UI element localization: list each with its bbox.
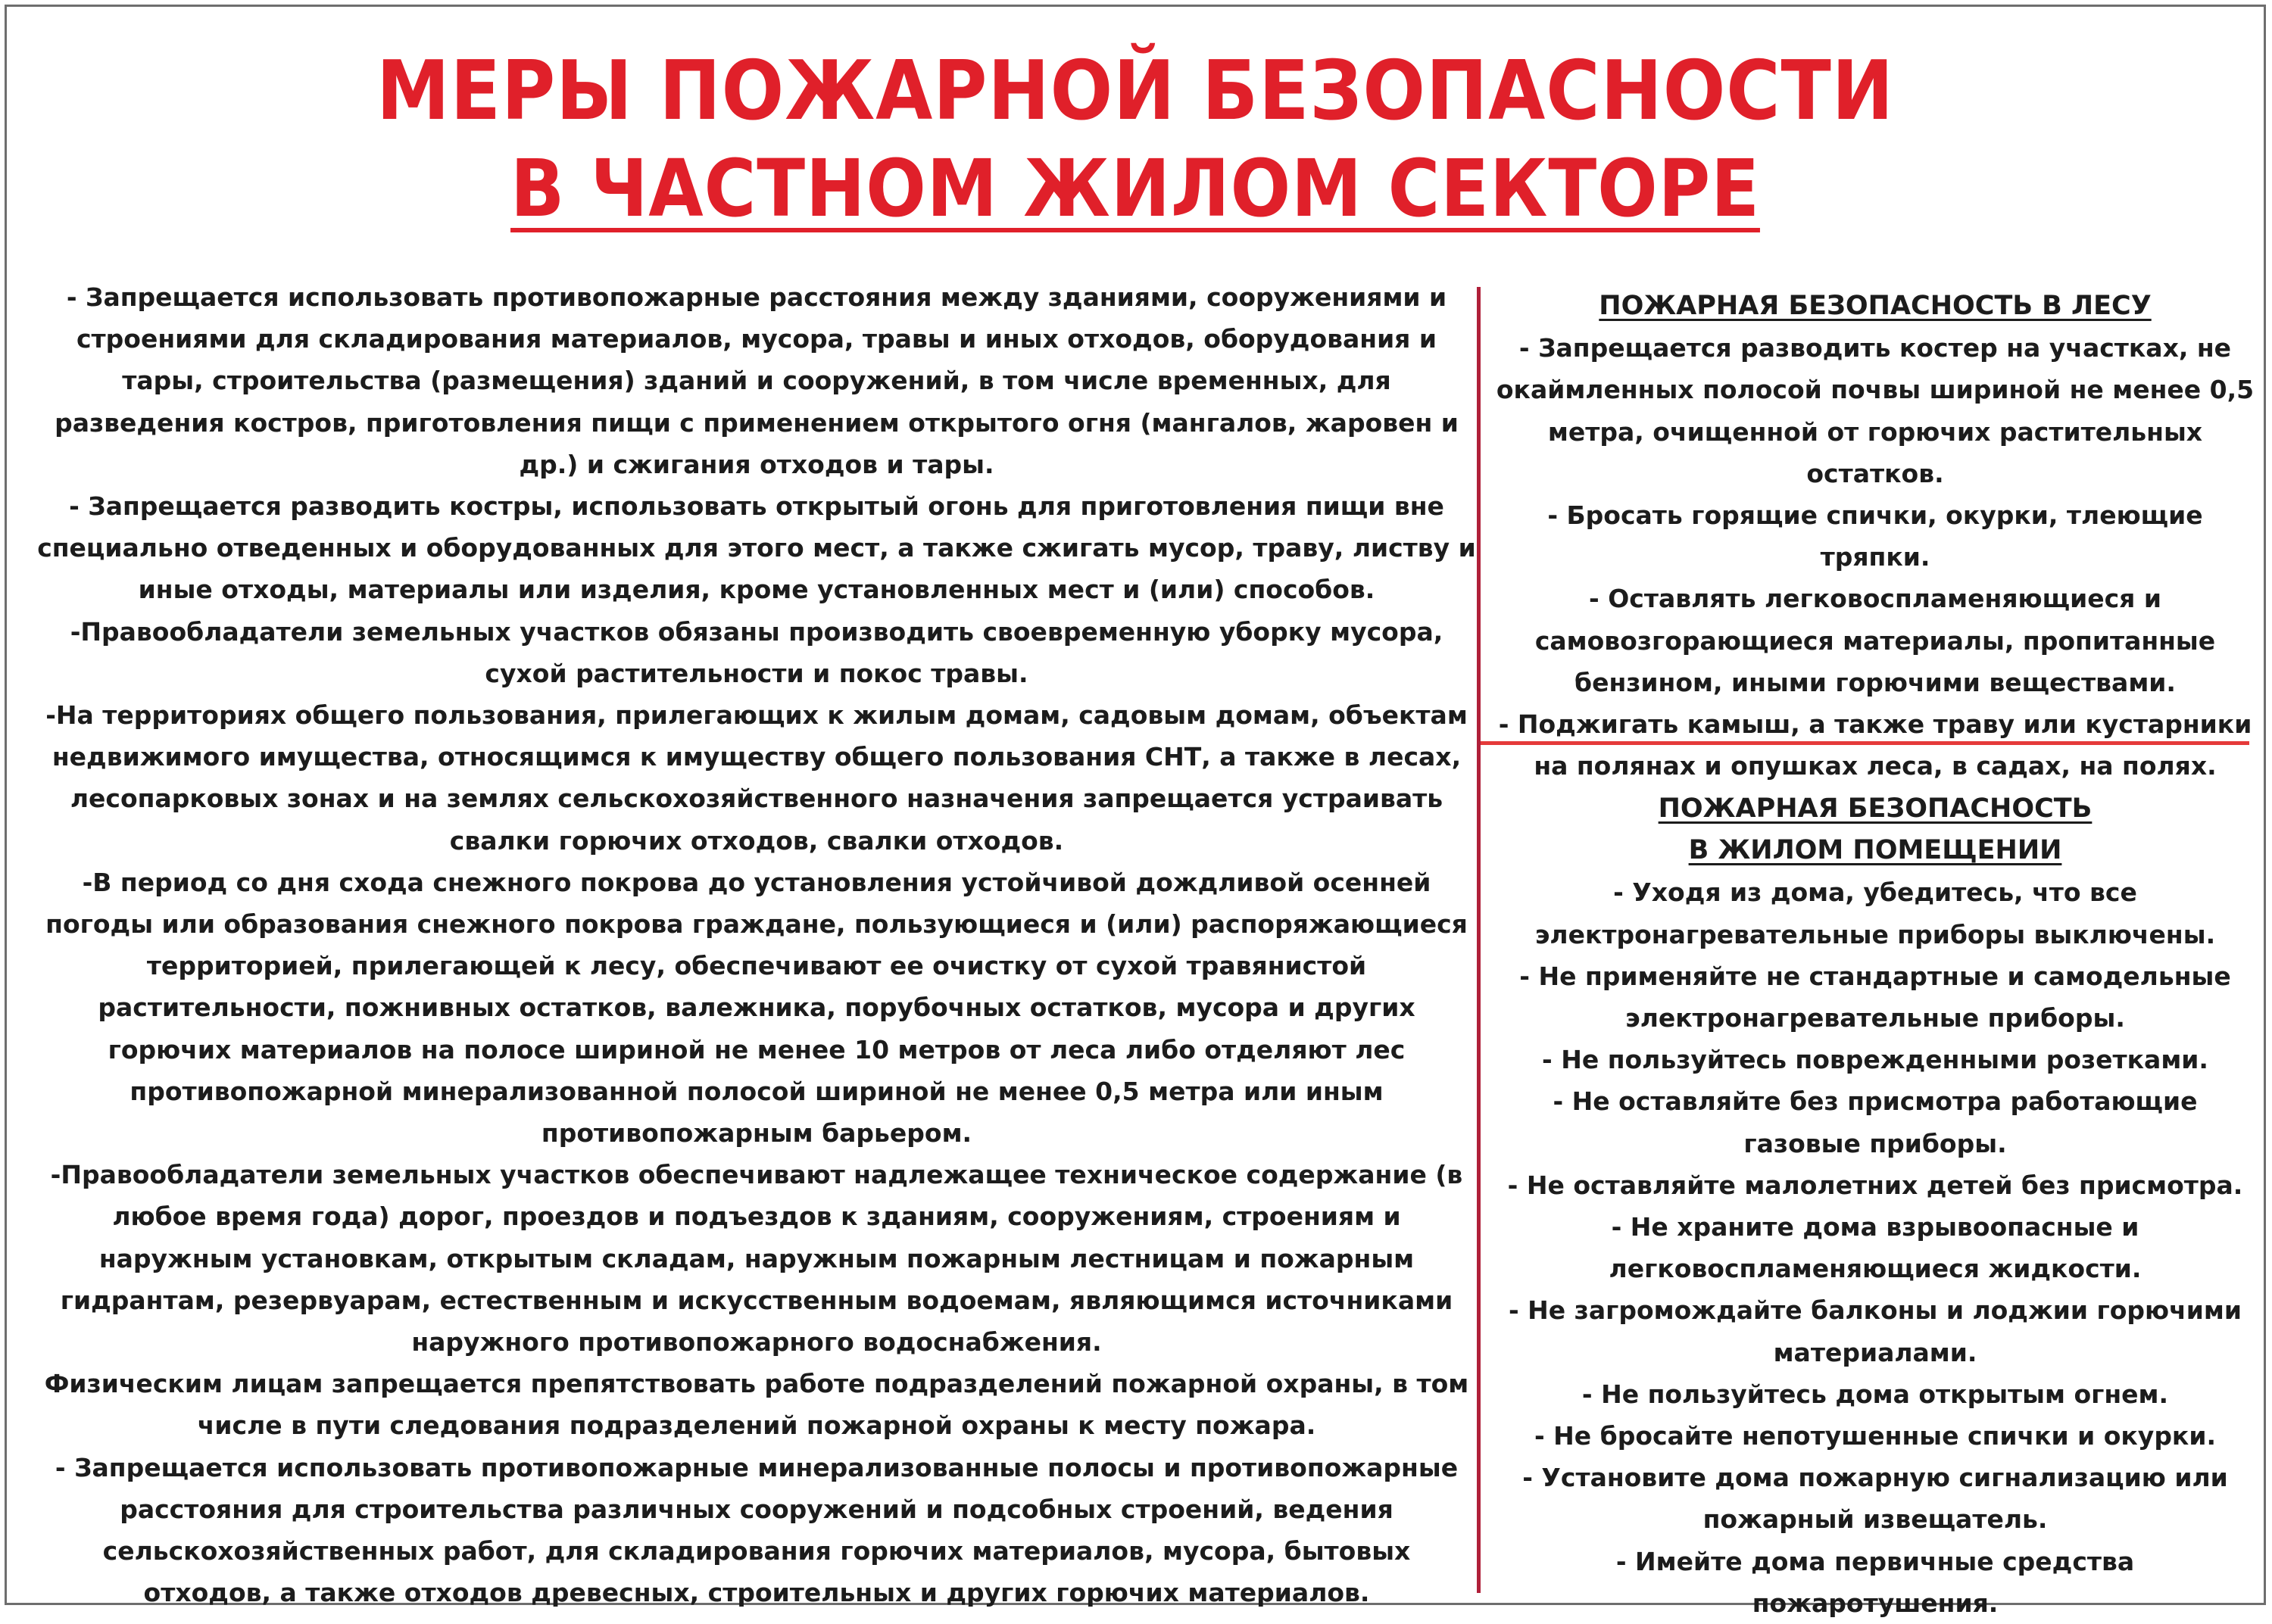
home-rule-11: - Имейте дома первичные средства пожаротушения. (1615, 1546, 2135, 1618)
home-rule-3: - Не пользуйтесь поврежденными розетками. (1542, 1045, 2208, 1075)
forest-safety-section (1493, 285, 2258, 787)
vertical-divider (1477, 287, 1481, 1593)
title-line-2-text: В ЧАСТНОМ ЖИЛОМ СЕКТОРЕ (510, 142, 1760, 235)
main-rule-6: -Правообладатели земельных участков обеспечивают надлежащее техническое содержание (в любое время года) дорог, проездов и подъездов к зданиям, сооружениям, строениям и наружным установкам, открытым складам, наружным пожарным лестницам и пожарным гидрантам, резервуарам, естественным и искусственным водоемам, являющимся источниками наружного противопожарного водоснабжения. (50, 1160, 1463, 1357)
main-rule-2: - Запрещается разводить костры, использовать открытый огонь для приготовления пищи вне специально отведенных и оборудованных для этого мест, а также сжигать мусор, траву, листву и иные отходы, материалы или изделия, кроме установленных мест и (или) способов. (37, 491, 1476, 605)
main-rule-1: - Запрещается использовать противопожарные расстояния между зданиями, сооружениями и строениями для складирования материалов, мусора, травы и иных отходов, оборудования и тары, строительства (размещения) зданий и сооружений, в том числе временных, для разведения костров, приготовления пищи с применением открытого огня (мангалов, жаровен и др.) и сжигания отходов и тары. (55, 282, 1459, 479)
forest-rule-2: - Бросать горящие спички, окурки, тлеющие тряпки. (1547, 500, 2203, 572)
forest-section-heading: ПОЖАРНАЯ БЕЗОПАСНОСТЬ В ЛЕСУ (1599, 291, 2152, 321)
home-rule-2: - Не применяйте не стандартные и самодельные электронагревательные приборы. (1519, 961, 2231, 1033)
poster-frame (5, 5, 2266, 1618)
main-rules-column (37, 276, 1476, 1614)
home-section-heading-line-2: В ЖИЛОМ ПОМЕЩЕНИИ (1688, 835, 2062, 866)
title-line-2 (120, 140, 2151, 237)
forest-rule-1: - Запрещается разводить костер на участках, не окаймленных полосой почвы шириной не менее 0,5 метра, очищенной от горючих растительных остатков. (1496, 333, 2255, 488)
forest-rule-4: - Поджигать камыш, а также траву или кустарники на полянах и опушках леса, в садах, на полях. (1498, 709, 2252, 781)
main-rule-7: Физическим лицам запрещается препятствовать работе подразделений пожарной охраны, в том числе в пути следования подразделений пожарной охраны к месту пожара. (44, 1369, 1469, 1441)
home-rule-9: - Не бросайте непотушенные спички и окурки. (1534, 1421, 2216, 1451)
title-line-1: МЕРЫ ПОЖАРНОЙ БЕЗОПАСНОСТИ (376, 44, 1894, 139)
main-rule-8: - Запрещается использовать противопожарные минерализованные полосы и противопожарные расстояния для строительства различных сооружений и подсобных строений, ведения сельскохозяйственных работ, для складирования горючих материалов, мусора, бытовых отходов, а также отходов древесных, строительных и других горючих материалов. (55, 1452, 1459, 1608)
poster-title (7, 43, 2264, 237)
home-rule-10: - Установите дома пожарную сигнализацию или пожарный извещатель. (1522, 1463, 2228, 1535)
main-rule-4: -На территориях общего пользования, прилегающих к жилым домам, садовым домам, объектам недвижимого имущества, относящимся к имуществу общего пользования СНТ, а также в лесах, лесопарковых зонах и на землях сельскохозяйственного назначения запрещается устраивать свалки горючих отходов, свалки отходов. (45, 700, 1468, 856)
home-rule-6: - Не храните дома взрывоопасные и легковоспламеняющиеся жидкости. (1609, 1212, 2142, 1284)
home-rule-7: - Не загромождайте балконы и лоджии горючими материалами. (1508, 1295, 2242, 1367)
home-rule-5: - Не оставляйте малолетних детей без присмотра. (1507, 1170, 2243, 1200)
forest-rule-3: - Оставлять легковоспламеняющиеся и самовозгорающиеся материалы, пропитанные бензином, иными горючими веществами. (1534, 584, 2216, 697)
main-rule-3: -Правообладатели земельных участков обязаны производить своевременную уборку мусора, сухой растительности и покос травы. (70, 616, 1443, 688)
main-rule-5: -В период со дня схода снежного покрова до установления устойчивой дождливой осенней погоды или образования снежного покрова граждане, пользующиеся и (или) распоряжающиеся территорией, прилегающей к лесу, обеспечивают ее очистку от сухой травянистой растительности, пожнивных остатков, валежника, порубочных остатков, мусора и других горючих материалов на полосе шириной не менее 10 метров от леса либо отделяют лес противопожарной минерализованной полосой шириной не менее 0,5 метра или иным противопожарным барьером. (45, 867, 1468, 1149)
home-rule-1: - Уходя из дома, убедитесь, что все электронагревательные приборы выключены. (1534, 877, 2216, 949)
home-rule-8: - Не пользуйтесь дома открытым огнем. (1581, 1379, 2169, 1409)
home-rule-4: - Не оставляйте без присмотра работающие газовые приборы. (1553, 1086, 2198, 1158)
home-section-heading-line-1: ПОЖАРНАЯ БЕЗОПАСНОСТЬ (1658, 793, 2093, 824)
home-safety-section (1493, 788, 2258, 1624)
